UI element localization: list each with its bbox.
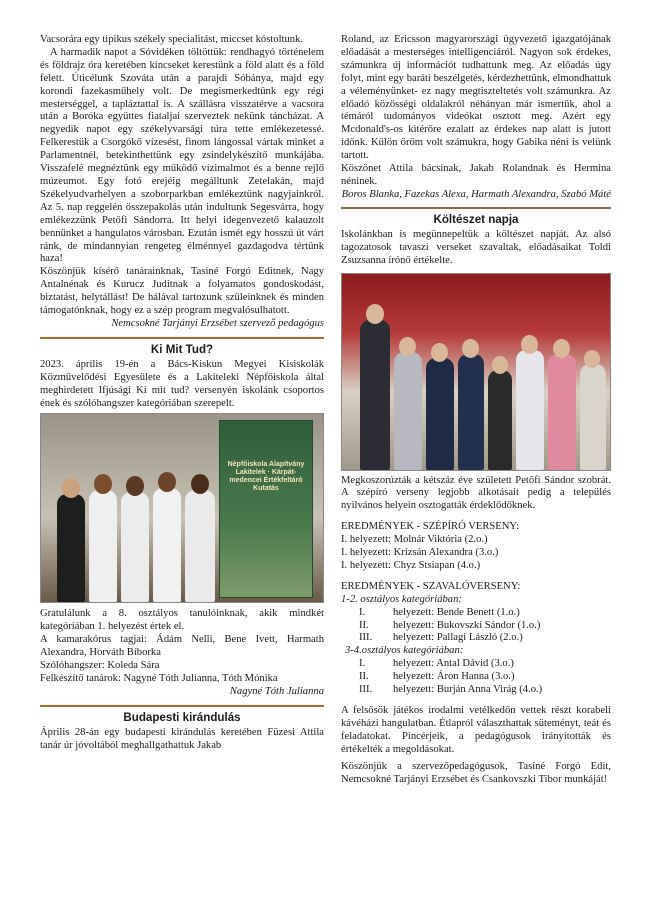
- paragraph: Köszönjük kísérő tanárainknak, Tasiné Forgó Editnek, Nagy Antalnénak és Kurucz Juditnak a folyamatos gondoskodást, biztatást, helytállást! De hálával tartozunk szüleinknek és minden támogatónknak, hogy ez a szép program megvalósulhatott.: [40, 266, 324, 317]
- paragraph: Megkoszorúzták a kétszáz éve született Petőfi Sándor szobrát. A szépíró verseny legjobb alkotásait pedig a település nyilvános helyein osztogatták érdeklődőknek.: [341, 474, 611, 512]
- figure: [548, 354, 576, 470]
- paragraph: Gratulálunk a 8. osztályos tanulóinknak, akik mindkét kategóriában 1. helyezést értek el.: [40, 608, 324, 633]
- result-line: I. helyezett: Bende Benett (1.o.): [359, 606, 520, 618]
- section-title-kolteszet-napja: Költészet napja: [433, 212, 519, 226]
- figure-head: [521, 335, 538, 354]
- figure-head: [584, 350, 600, 368]
- section-title-ki-mit-tud: Ki Mit Tud?: [150, 342, 214, 356]
- category-label: 3-4.osztályos kategóriában:: [345, 645, 464, 657]
- paragraph: A kamarakórus tagjai: Ádám Nelli, Bene Ivett, Harmath Alexandra, Horváth Bíborka: [40, 634, 324, 659]
- paragraph: Iskolánkban is megünnepeltük a költészet napját. Az alsó tagozatosok tavaszi verseket szavaltak, előadásaikat Toldi Zsuzsanna írónő értékelte.: [341, 228, 611, 266]
- figure: [488, 370, 512, 470]
- section-title-budapesti: Budapesti kirándulás: [123, 710, 241, 724]
- paragraph: Április 28-án egy budapesti kirándulás keretében Füzesi Attila tanár úr jóvoltából meghallgathattuk Jakab: [40, 726, 324, 751]
- results-szavalo: [341, 581, 611, 697]
- figure-head: [553, 339, 570, 358]
- paragraph: 2023. április 19-én a Bács-Kiskun Megyei Kisiskolák Közművelődési Egyesülete és a Lakiteleki Népfőiskola által meghirdetett Ifjúsági Ki mit tud? versenyén iskolánk csoportos ének és szólóhangszer kategóriában szerepelt.: [40, 358, 324, 409]
- figure: [360, 320, 390, 470]
- figure: [89, 490, 117, 602]
- banner: [219, 420, 313, 598]
- signature: Boros Blanka, Fazekas Alexa, Harmath Alexandra, Szabó Máté: [341, 188, 611, 200]
- figure: [516, 350, 544, 470]
- figure: [394, 352, 422, 470]
- figure: [580, 364, 606, 470]
- paragraph: Felkészítő tanárok: Nagyné Tóth Julianna, Tóth Mónika: [40, 673, 278, 684]
- photo-children-group: [341, 273, 611, 471]
- figure-head: [431, 343, 448, 362]
- section-divider: [341, 207, 611, 209]
- right-column: [341, 34, 611, 786]
- result-line: I. helyezett: Chyz Stsiapan (4.o.): [341, 559, 481, 571]
- paragraph: Szólóhangszer: Koleda Sára: [40, 660, 160, 672]
- result-line: I. helyezett: Molnár Viktória (2.o.): [341, 534, 488, 546]
- photo-choir-girls: [40, 413, 324, 603]
- section-divider: [40, 337, 324, 339]
- figure-head: [492, 356, 508, 374]
- signature: Nemcsokné Tarjányi Erzsébet szervező pedagógus: [111, 317, 324, 329]
- banner-text: Népfőiskola Alapítvány Lakitelek · Kárpát-medencei Értékfeltáró Kutatás: [227, 461, 305, 493]
- paragraph: Köszönjük a szervezőpedagógusok, Tasiné Forgó Edit, Nemcsokné Tarjányi Erzsébet és Csankovszki Tibor munkáját!: [341, 760, 611, 785]
- results-heading: EREDMÉNYEK - SZÉPÍRÓ VERSENY:: [341, 521, 520, 533]
- category-label: 1-2. osztályos kategóriában:: [341, 593, 462, 605]
- result-line: III. helyezett: Burján Anna Virág (4.o.): [359, 684, 543, 696]
- result-line: II. helyezett: Bukovszki Sándor (1.o.): [359, 619, 541, 631]
- paragraph: A harmadik napot a Sóvidéken töltöttük: rendhagyó történelem és földrajz óra keretében kincseket kerestünk a föld alatt és a föld felett. Úticélunk Szováta után a parajdi Sóbánya, majd egy korondi fazekasműhely volt. De megismerkedtünk egy régi mesterséggel, a tapláztattal is. A szállásra visszatérve a vacsora után a Boróka együttes fiataljai szerveztek nekünk táncházat. A negyedik napot egy székelyvarsági túra tette emlékezetessé. Felkerestük a Csorgókő vízesést, finom lángossal vártak minket a Parlamentnél, betekinthettünk egy zsindelykészítő munkájába. Visszafelé megnéztünk egy működő vízimalmot és a benne rejlő múzeumot. Egy fotó erejéig megálltunk Zetelakán, majd Székelyudvarhelyen a szoborparkban emlékeztünk nagyjainkról. Az 5. nap reggelén összepakolás után indultunk Segesvárra, hogy emlékezzünk Petőfi Sándorra. Itt helyi idegenvezető kalauzolt bennünket a hangulatos városban. Ezután ismét egy hosszú út várt ránk, de mindannyian rengeteg élménnyel gazdagodva tértünk haza!: [40, 46, 324, 265]
- section-divider: [40, 705, 324, 707]
- paragraph: Roland, az Ericsson magyarországi ügyvezető igazgatójának előadását a mesterséges intelligenciáról. Nagyon sok érdekes, számunkra új információt tudhattunk meg. Az előadás úgy folyt, mint egy baráti beszélgetés, kérdezhettünk, elmondhattuk a véleményünket- ez nagy megtiszteltetés volt számunkra. Az előadó közösségi oldalakról néhányan már ismertük, ahol a témáról tudományos videókat osztott meg. Azért egy Mcdonald's-os kitérőre ezalatt az érdekes nap alatt is jutott időnk. Külön öröm volt számukra, hogy Gabika néni is velünk tartott.: [341, 34, 611, 162]
- paragraph: Köszönet Attila bácsinak, Jakab Rolandnak és Hermina néninek.: [341, 163, 611, 187]
- signature: Nagyné Tóth Julianna: [229, 685, 324, 697]
- result-line: III. helyezett: Pallagi László (2.o.): [359, 632, 523, 644]
- figure: [458, 354, 484, 470]
- result-line: II. helyezett: Áron Hanna (3.o.): [359, 671, 515, 683]
- figure: [57, 494, 85, 602]
- paragraph: Vacsorára egy tipikus székely specialitást, miccset kóstoltunk.: [40, 34, 304, 45]
- figure: [121, 492, 149, 602]
- figure-head: [399, 337, 416, 356]
- result-line: I. helyezett: Krizsán Alexandra (3.o.): [341, 547, 499, 559]
- figure: [153, 488, 181, 602]
- result-line: I. helyezett: Antal Dávid (3.o.): [359, 658, 514, 670]
- results-szepiro: [341, 521, 611, 573]
- left-column: [40, 34, 324, 753]
- figure: [426, 358, 454, 470]
- figure: [185, 490, 215, 602]
- paragraph: A felsősök játékos irodalmi vetélkedőn vettek részt korabeli kávéházi hangulatban. Étlapról választhattak süteményt, teát és feladatokat. Pincérjeik, a pedagógusok irányították és értékelték a megoldásokat.: [341, 705, 611, 755]
- figure-head: [366, 304, 384, 324]
- figure-head: [462, 339, 479, 358]
- results-heading: EREDMÉNYEK - SZAVALÓVERSENY:: [341, 580, 521, 592]
